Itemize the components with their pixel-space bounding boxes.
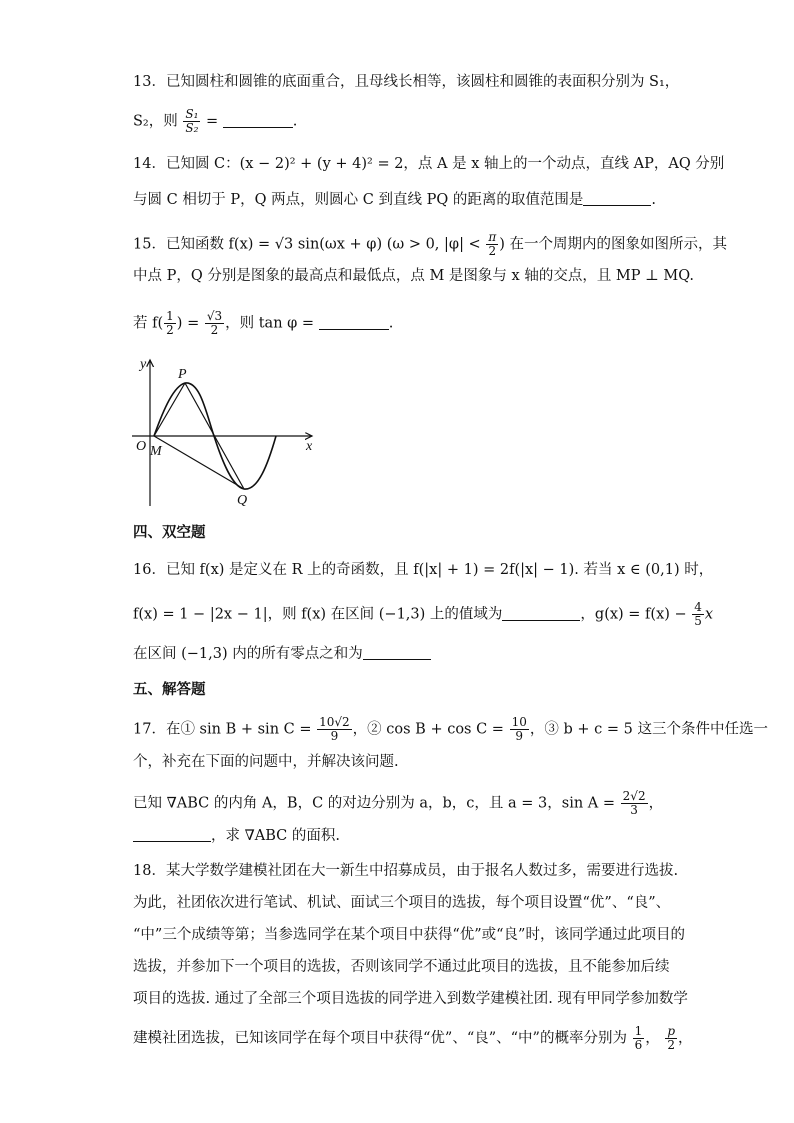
q15-text: 在一个周期内的图象如图所示，其 bbox=[509, 236, 727, 253]
q15-val-fraction bbox=[205, 310, 224, 337]
q16-line-1: 16．已知 f(x) 是定义在 R 上的奇函数，且 f(|x| + 1) = 2f(|x| − 1). 若当 x ∈ (0,1) 时， bbox=[133, 562, 714, 578]
q18-line-4: 选拔，并参加下一个项目的选拔，否则该同学不通过此项目的选拔，且不能参加后续 bbox=[133, 959, 670, 975]
q14-line-1: 14．已知圆 C：(x − 2)² + (y + 4)² = 2，点 A 是 x 轴上的一个动点，直线 AP，AQ 分别 bbox=[133, 156, 725, 172]
y-label: y bbox=[140, 357, 147, 372]
point-q-label: Q bbox=[237, 493, 248, 508]
q17-line-1 bbox=[133, 716, 768, 743]
q16-x: x bbox=[704, 606, 714, 623]
point-m-label: M bbox=[150, 444, 162, 459]
q15-tan: ，则 tan φ = bbox=[225, 315, 315, 332]
q18-end: ， bbox=[678, 1030, 693, 1047]
q15-cond-open: (ω > 0, |φ| < bbox=[386, 236, 481, 253]
q14-end: . bbox=[651, 192, 656, 208]
q13-equals: = bbox=[206, 113, 219, 130]
q17-d1: 9 bbox=[330, 729, 339, 743]
q18-line-6 bbox=[133, 1025, 693, 1052]
q13-end: . bbox=[292, 113, 298, 130]
q17-d2: 9 bbox=[515, 729, 524, 743]
q15-function-graph bbox=[128, 352, 328, 512]
q15-cond-close: ) bbox=[499, 236, 505, 253]
q18-line-3: “中”三个成绩等第；当参选同学在某个项目中获得“优”或“良”时，该同学通过此项目的 bbox=[133, 927, 685, 943]
q13-frac-den: S₂ bbox=[185, 121, 199, 135]
q18-text: 建模社团选拔，已知该同学在每个项目中获得“优”、“良”、“中”的概率分别为 bbox=[133, 1030, 627, 1047]
q17-comma: ， bbox=[648, 795, 664, 812]
q16-text-3: 在区间 (−1,3) 内的所有零点之和为 bbox=[133, 646, 363, 662]
q17-n1: 10√2 bbox=[319, 715, 350, 729]
q16-answer-blank-1[interactable] bbox=[502, 606, 580, 621]
q18-frac-1 bbox=[633, 1025, 645, 1052]
q13-answer-blank[interactable] bbox=[223, 113, 293, 128]
q18-d2: 2 bbox=[667, 1038, 675, 1052]
q16-g-def: ，g(x) = f(x) − bbox=[580, 606, 687, 623]
q14-text: 与圆 C 相切于 P，Q 两点，则圆心 C 到直线 PQ 的距离的取值范围是 bbox=[133, 192, 584, 208]
q14-answer-blank[interactable] bbox=[583, 191, 651, 206]
x-label: x bbox=[306, 439, 313, 454]
q18-line-5: 项目的选拔. 通过了全部三个项目选拔的同学进入到数学建模社团. 现有甲同学参加数学 bbox=[133, 991, 688, 1007]
q17-frac-2 bbox=[510, 716, 529, 743]
q16-answer-blank-2[interactable] bbox=[363, 645, 431, 660]
q18-line-1: 18．某大学数学建模社团在大一新生中招募成员，由于报名人数过多，需要进行选拔. bbox=[133, 863, 679, 879]
q17-line-3 bbox=[133, 790, 663, 817]
q18-sep: ， bbox=[645, 1030, 660, 1047]
q15-line-2: 中点 P，Q 分别是图象的最高点和最低点，点 M 是图象与 x 轴的交点，且 MP ⊥ MQ. bbox=[133, 268, 695, 284]
q15-cond-den: 2 bbox=[488, 244, 497, 258]
q15-val-num: √3 bbox=[206, 309, 223, 323]
q17-line-2: 个，补充在下面的问题中，并解决该问题. bbox=[133, 754, 399, 770]
q16-frac-num: 4 bbox=[694, 600, 702, 614]
q16-frac-den: 5 bbox=[694, 614, 702, 628]
q15-eq: = bbox=[187, 315, 200, 332]
q13-text: S₂，则 bbox=[133, 113, 178, 130]
section-5-heading: 五、解答题 bbox=[133, 682, 206, 698]
q17-n2: 10 bbox=[511, 715, 527, 729]
q18-d1: 6 bbox=[634, 1038, 643, 1052]
q17-cond-3: ，③ b + c = 5 这三个条件中任选一 bbox=[529, 721, 768, 738]
q13-line-1: 13．已知圆柱和圆锥的底面重合，且母线长相等，该圆柱和圆锥的表面积分别为 S₁， bbox=[133, 74, 680, 90]
segment-mq bbox=[154, 436, 244, 489]
q17-frac-1 bbox=[317, 716, 352, 743]
q18-line-2: 为此，社团依次进行笔试、机试、面试三个项目的选拔，每个项目设置“优”、“良”、 bbox=[133, 895, 671, 911]
q17-cond-2: ，② cos B + cos C = bbox=[352, 721, 504, 738]
q15-val-den: 2 bbox=[210, 323, 219, 337]
q13-fraction bbox=[183, 108, 200, 135]
q15-arg-den: 2 bbox=[166, 323, 174, 337]
q13-line-2 bbox=[133, 108, 297, 135]
q17-sin-fraction bbox=[621, 790, 648, 817]
segment-mp bbox=[154, 383, 185, 436]
q16-text: f(x) = 1 − |2x − 1|，则 f(x) 在区间 (−1,3) 上的值域为 bbox=[133, 606, 503, 623]
q13-frac-num: S₁ bbox=[185, 107, 199, 121]
q18-frac-2 bbox=[665, 1025, 677, 1052]
q16-line-2 bbox=[133, 601, 713, 628]
q15-func: 15．已知函数 f(x) = √3 sin(ωx + φ) bbox=[133, 236, 383, 253]
q17-given: 已知 ∇ABC 的内角 A，B，C 的对边分别为 a，b，c，且 a = 3，sin A = bbox=[133, 795, 616, 812]
q15-if: 若 f bbox=[133, 315, 158, 332]
q17-ask: ，求 ∇ABC 的面积. bbox=[211, 828, 340, 844]
q17-sin-num: 2√2 bbox=[622, 789, 646, 803]
point-p-label: P bbox=[178, 367, 187, 382]
q17-sin-den: 3 bbox=[630, 803, 638, 817]
q14-line-2 bbox=[133, 190, 656, 210]
q15-end: . bbox=[388, 315, 394, 332]
q16-fraction bbox=[692, 601, 704, 628]
q15-answer-blank[interactable] bbox=[319, 315, 389, 330]
q17-answer-blank[interactable] bbox=[133, 827, 211, 842]
origin-label: O bbox=[136, 439, 147, 454]
q15-cond-num: π bbox=[488, 230, 497, 244]
q16-line-3 bbox=[133, 644, 431, 664]
q15-cond-fraction bbox=[486, 231, 498, 258]
section-4-heading: 四、双空题 bbox=[133, 525, 206, 541]
q15-arg-num: 1 bbox=[166, 309, 174, 323]
q15-line-1 bbox=[133, 231, 727, 258]
q17-cond-1: 17．在① sin B + sin C = bbox=[133, 721, 312, 738]
q15-arg-fraction bbox=[164, 310, 176, 337]
q18-n2: p bbox=[667, 1024, 676, 1038]
q15-line-3: 若 f( $\frac{1}{2}$ ) = $\frac{√3}{2}$ ，则 tan φ = . bbox=[133, 309, 394, 337]
q18-n1: 1 bbox=[634, 1024, 643, 1038]
q17-line-4 bbox=[133, 826, 340, 846]
